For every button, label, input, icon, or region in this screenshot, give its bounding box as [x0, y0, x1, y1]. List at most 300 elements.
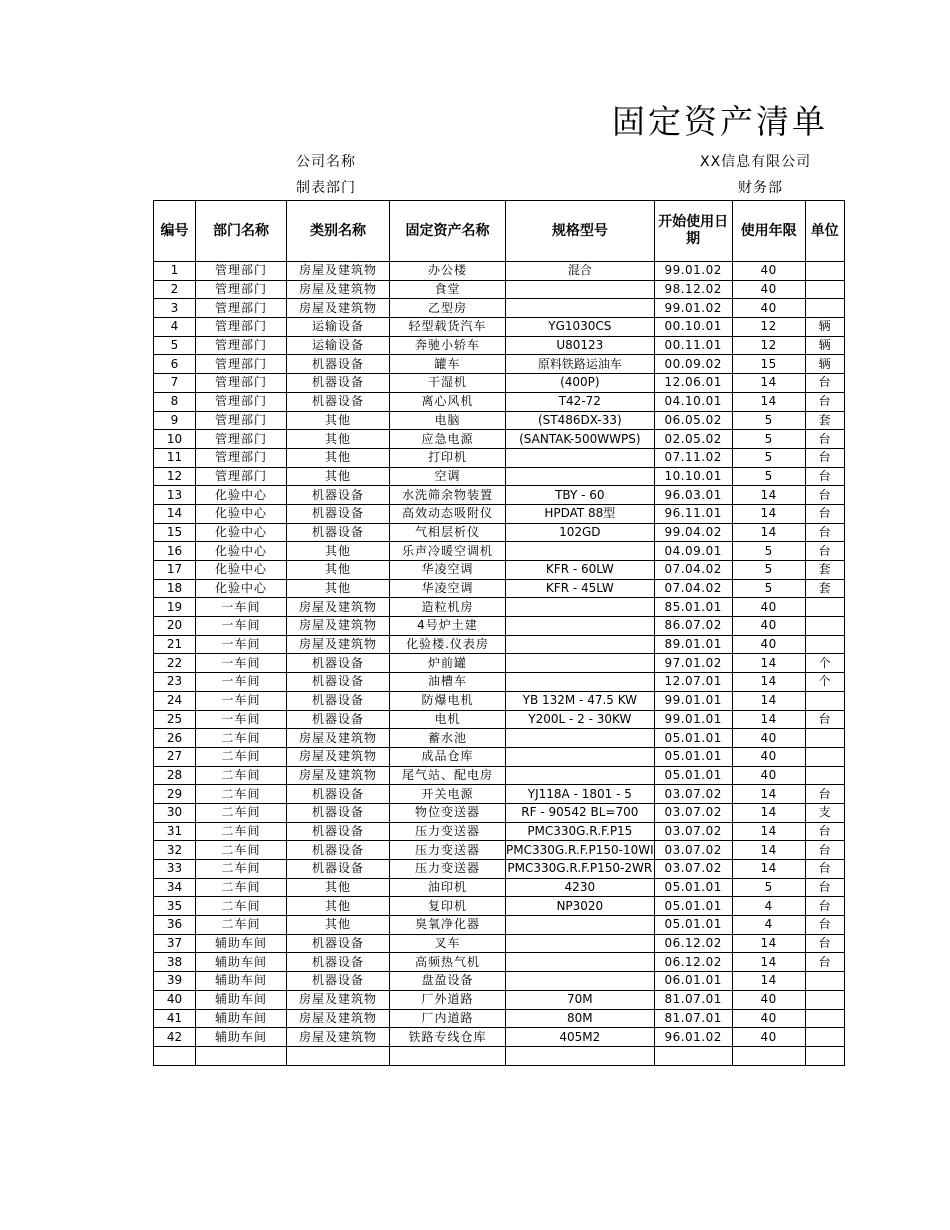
cell-department: 二车间 — [196, 785, 287, 804]
cell-asset-name: 空调 — [390, 467, 506, 486]
cell-spec-model: TBY - 60 — [506, 486, 655, 505]
cell-department: 二车间 — [196, 822, 287, 841]
cell-unit: 台 — [805, 878, 844, 897]
cell-unit — [805, 598, 844, 617]
cell-service-life: 5 — [732, 430, 805, 449]
cell-start-date: 99.01.02 — [654, 262, 732, 281]
cell-id: 10 — [154, 430, 196, 449]
table-row — [154, 299, 845, 318]
cell-asset-name: 叉车 — [390, 934, 506, 953]
cell-category: 机器设备 — [287, 972, 390, 991]
cell-category: 机器设备 — [287, 523, 390, 542]
table-row — [154, 822, 845, 841]
cell-spec-model — [506, 747, 655, 766]
cell-start-date: 00.10.01 — [654, 318, 732, 337]
cell-service-life: 14 — [732, 841, 805, 860]
cell-id: 15 — [154, 523, 196, 542]
cell-id: 19 — [154, 598, 196, 617]
cell-id: 13 — [154, 486, 196, 505]
cell-id: 28 — [154, 766, 196, 785]
table-row — [154, 990, 845, 1009]
cell-asset-name: 成品仓库 — [390, 747, 506, 766]
cell-start-date: 85.01.01 — [654, 598, 732, 617]
cell-spec-model: KFR - 45LW — [506, 579, 655, 598]
cell-unit: 套 — [805, 561, 844, 580]
cell-unit — [805, 990, 844, 1009]
cell-start-date: 05.01.01 — [654, 747, 732, 766]
cell-start-date: 97.01.02 — [654, 654, 732, 673]
table-row — [154, 318, 845, 337]
cell-start-date: 05.01.01 — [654, 878, 732, 897]
cell-spec-model: YJ118A - 1801 - 5 — [506, 785, 655, 804]
cell-service-life — [732, 1046, 805, 1065]
cell-spec-model: KFR - 60LW — [506, 561, 655, 580]
fixed-asset-table — [153, 200, 845, 1066]
cell-service-life: 12 — [732, 336, 805, 355]
cell-service-life: 5 — [732, 579, 805, 598]
cell-department: 辅助车间 — [196, 953, 287, 972]
cell-spec-model: (SANTAK-500WWPS) — [506, 430, 655, 449]
cell-asset-name: 4号炉土建 — [390, 617, 506, 636]
table-row — [154, 1046, 845, 1065]
cell-unit: 台 — [805, 504, 844, 523]
cell-spec-model: 原料铁路运油车 — [506, 355, 655, 374]
cell-category: 机器设备 — [287, 822, 390, 841]
cell-id: 16 — [154, 542, 196, 561]
table-row — [154, 336, 845, 355]
cell-unit — [805, 766, 844, 785]
cell-department: 二车间 — [196, 860, 287, 879]
cell-unit: 台 — [805, 523, 844, 542]
cell-unit: 辆 — [805, 318, 844, 337]
cell-department: 管理部门 — [196, 392, 287, 411]
cell-id: 42 — [154, 1028, 196, 1047]
cell-asset-name: 乙型房 — [390, 299, 506, 318]
table-row — [154, 934, 845, 953]
cell-service-life: 14 — [732, 822, 805, 841]
page-title: 固定资产清单 — [612, 102, 828, 141]
cell-start-date: 96.01.02 — [654, 1028, 732, 1047]
cell-department: 二车间 — [196, 747, 287, 766]
cell-spec-model — [506, 617, 655, 636]
cell-id: 25 — [154, 710, 196, 729]
cell-department: 一车间 — [196, 673, 287, 692]
cell-id: 6 — [154, 355, 196, 374]
cell-category: 机器设备 — [287, 504, 390, 523]
cell-spec-model: NP3020 — [506, 897, 655, 916]
cell-service-life: 40 — [732, 299, 805, 318]
cell-start-date: 07.04.02 — [654, 579, 732, 598]
table-row — [154, 374, 845, 393]
cell-start-date: 12.07.01 — [654, 673, 732, 692]
cell-asset-name: 轻型载货汽车 — [390, 318, 506, 337]
cell-asset-name: 高频热气机 — [390, 953, 506, 972]
cell-unit — [805, 747, 844, 766]
table-row — [154, 561, 845, 580]
cell-start-date: 12.06.01 — [654, 374, 732, 393]
cell-asset-name: 离心风机 — [390, 392, 506, 411]
cell-unit: 台 — [805, 542, 844, 561]
cell-category — [287, 1046, 390, 1065]
cell-spec-model: HPDAT 88型 — [506, 504, 655, 523]
table-row — [154, 1028, 845, 1047]
cell-unit: 台 — [805, 822, 844, 841]
cell-service-life: 14 — [732, 392, 805, 411]
cell-spec-model: YB 132M - 47.5 KW — [506, 691, 655, 710]
cell-id: 27 — [154, 747, 196, 766]
cell-service-life: 15 — [732, 355, 805, 374]
cell-service-life: 14 — [732, 654, 805, 673]
cell-asset-name: 臭氧净化器 — [390, 916, 506, 935]
cell-start-date: 03.07.02 — [654, 803, 732, 822]
table-row — [154, 262, 845, 281]
cell-asset-name: 乐声冷暖空调机 — [390, 542, 506, 561]
cell-category: 房屋及建筑物 — [287, 729, 390, 748]
cell-service-life: 14 — [732, 523, 805, 542]
cell-id: 37 — [154, 934, 196, 953]
cell-department: 二车间 — [196, 897, 287, 916]
cell-asset-name: 化验楼.仪表房 — [390, 635, 506, 654]
table-row — [154, 897, 845, 916]
cell-spec-model — [506, 542, 655, 561]
cell-category: 机器设备 — [287, 785, 390, 804]
cell-start-date: 96.03.01 — [654, 486, 732, 505]
cell-category: 房屋及建筑物 — [287, 299, 390, 318]
cell-department: 化验中心 — [196, 523, 287, 542]
table-row — [154, 785, 845, 804]
table-row — [154, 766, 845, 785]
cell-start-date: 89.01.01 — [654, 635, 732, 654]
table-row — [154, 747, 845, 766]
cell-unit: 台 — [805, 710, 844, 729]
cell-unit: 台 — [805, 785, 844, 804]
cell-id: 36 — [154, 916, 196, 935]
cell-spec-model — [506, 729, 655, 748]
cell-asset-name: 炉前罐 — [390, 654, 506, 673]
cell-start-date: 06.12.02 — [654, 953, 732, 972]
cell-asset-name: 食堂 — [390, 280, 506, 299]
table-row — [154, 467, 845, 486]
cell-id — [154, 1046, 196, 1065]
cell-unit: 台 — [805, 430, 844, 449]
cell-spec-model — [506, 635, 655, 654]
cell-service-life: 14 — [732, 374, 805, 393]
cell-asset-name: 油槽车 — [390, 673, 506, 692]
cell-unit: 台 — [805, 841, 844, 860]
cell-category: 房屋及建筑物 — [287, 766, 390, 785]
cell-spec-model: PMC330G.R.F.P15 — [506, 822, 655, 841]
cell-department: 管理部门 — [196, 318, 287, 337]
cell-unit: 辆 — [805, 355, 844, 374]
cell-id: 33 — [154, 860, 196, 879]
cell-category: 机器设备 — [287, 486, 390, 505]
table-row — [154, 803, 845, 822]
cell-department: 辅助车间 — [196, 1028, 287, 1047]
cell-id: 20 — [154, 617, 196, 636]
cell-start-date: 04.09.01 — [654, 542, 732, 561]
cell-department: 管理部门 — [196, 299, 287, 318]
cell-start-date: 07.11.02 — [654, 448, 732, 467]
cell-spec-model: 102GD — [506, 523, 655, 542]
cell-department: 一车间 — [196, 691, 287, 710]
cell-category: 其他 — [287, 430, 390, 449]
table-row — [154, 953, 845, 972]
cell-spec-model: 混合 — [506, 262, 655, 281]
cell-service-life: 14 — [732, 691, 805, 710]
cell-spec-model — [506, 916, 655, 935]
cell-category: 机器设备 — [287, 374, 390, 393]
cell-spec-model: 4230 — [506, 878, 655, 897]
cell-spec-model — [506, 654, 655, 673]
table-row — [154, 860, 845, 879]
cell-asset-name: 开关电源 — [390, 785, 506, 804]
cell-category: 机器设备 — [287, 654, 390, 673]
cell-spec-model — [506, 598, 655, 617]
cell-service-life: 40 — [732, 635, 805, 654]
prepared-by-dept-value: 财务部 — [738, 180, 783, 196]
cell-category: 房屋及建筑物 — [287, 1028, 390, 1047]
cell-start-date: 00.09.02 — [654, 355, 732, 374]
cell-asset-name: 高效动态吸附仪 — [390, 504, 506, 523]
company-name-value: XX信息有限公司 — [700, 154, 812, 170]
cell-category: 运输设备 — [287, 318, 390, 337]
cell-start-date: 06.05.02 — [654, 411, 732, 430]
cell-department: 管理部门 — [196, 467, 287, 486]
cell-category: 其他 — [287, 579, 390, 598]
cell-service-life: 40 — [732, 280, 805, 299]
cell-spec-model: 70M — [506, 990, 655, 1009]
cell-department: 一车间 — [196, 617, 287, 636]
cell-department: 二车间 — [196, 916, 287, 935]
cell-asset-name: 电机 — [390, 710, 506, 729]
cell-category: 其他 — [287, 878, 390, 897]
cell-service-life: 5 — [732, 467, 805, 486]
cell-asset-name: 打印机 — [390, 448, 506, 467]
cell-service-life: 40 — [732, 617, 805, 636]
cell-id: 8 — [154, 392, 196, 411]
cell-service-life: 40 — [732, 729, 805, 748]
cell-spec-model: 405M2 — [506, 1028, 655, 1047]
header-spec-model: 规格型号 — [506, 201, 655, 262]
cell-start-date: 10.10.01 — [654, 467, 732, 486]
cell-spec-model: Y200L - 2 - 30KW — [506, 710, 655, 729]
cell-start-date: 04.10.01 — [654, 392, 732, 411]
cell-asset-name: 物位变送器 — [390, 803, 506, 822]
cell-start-date: 99.01.02 — [654, 299, 732, 318]
cell-spec-model — [506, 1046, 655, 1065]
table-row — [154, 355, 845, 374]
cell-unit: 台 — [805, 486, 844, 505]
cell-id: 23 — [154, 673, 196, 692]
cell-asset-name: 铁路专线仓库 — [390, 1028, 506, 1047]
cell-department: 二车间 — [196, 878, 287, 897]
cell-asset-name: 压力变送器 — [390, 822, 506, 841]
table-row — [154, 729, 845, 748]
cell-asset-name: 厂外道路 — [390, 990, 506, 1009]
cell-category: 房屋及建筑物 — [287, 990, 390, 1009]
cell-id: 39 — [154, 972, 196, 991]
cell-id: 1 — [154, 262, 196, 281]
cell-unit: 台 — [805, 934, 844, 953]
cell-category: 其他 — [287, 467, 390, 486]
cell-id: 7 — [154, 374, 196, 393]
cell-unit — [805, 691, 844, 710]
cell-start-date: 99.01.01 — [654, 710, 732, 729]
cell-spec-model: (400P) — [506, 374, 655, 393]
cell-unit: 套 — [805, 411, 844, 430]
cell-category: 机器设备 — [287, 934, 390, 953]
cell-unit: 个 — [805, 673, 844, 692]
cell-id: 3 — [154, 299, 196, 318]
cell-department: 化验中心 — [196, 486, 287, 505]
cell-start-date: 03.07.02 — [654, 785, 732, 804]
cell-department: 二车间 — [196, 766, 287, 785]
table-header-row — [154, 201, 845, 262]
cell-category: 房屋及建筑物 — [287, 280, 390, 299]
cell-service-life: 40 — [732, 262, 805, 281]
cell-asset-name: 油印机 — [390, 878, 506, 897]
cell-id: 26 — [154, 729, 196, 748]
cell-category: 机器设备 — [287, 691, 390, 710]
cell-spec-model — [506, 766, 655, 785]
cell-asset-name: 办公楼 — [390, 262, 506, 281]
cell-spec-model — [506, 673, 655, 692]
cell-asset-name: 厂内道路 — [390, 1009, 506, 1028]
cell-asset-name: 电脑 — [390, 411, 506, 430]
cell-id: 35 — [154, 897, 196, 916]
cell-id: 32 — [154, 841, 196, 860]
cell-department: 管理部门 — [196, 280, 287, 299]
cell-asset-name: 水洗筛余物装置 — [390, 486, 506, 505]
table-row — [154, 654, 845, 673]
table-row — [154, 486, 845, 505]
cell-unit: 台 — [805, 953, 844, 972]
header-category: 类别名称 — [287, 201, 390, 262]
cell-service-life: 5 — [732, 411, 805, 430]
cell-category: 房屋及建筑物 — [287, 598, 390, 617]
cell-unit: 支 — [805, 803, 844, 822]
cell-spec-model: PMC330G.R.F.P150-2WR — [506, 860, 655, 879]
cell-id: 5 — [154, 336, 196, 355]
cell-unit: 个 — [805, 654, 844, 673]
cell-service-life: 40 — [732, 1028, 805, 1047]
cell-asset-name: 华凌空调 — [390, 579, 506, 598]
cell-unit — [805, 617, 844, 636]
cell-asset-name: 气相层析仪 — [390, 523, 506, 542]
cell-department: 一车间 — [196, 710, 287, 729]
table-body — [154, 262, 845, 1066]
cell-unit: 台 — [805, 392, 844, 411]
table-row — [154, 523, 845, 542]
cell-category: 机器设备 — [287, 860, 390, 879]
cell-department: 辅助车间 — [196, 934, 287, 953]
table-row — [154, 916, 845, 935]
cell-department: 一车间 — [196, 598, 287, 617]
cell-service-life: 4 — [732, 916, 805, 935]
cell-id: 22 — [154, 654, 196, 673]
cell-asset-name: 造粒机房 — [390, 598, 506, 617]
table-row — [154, 598, 845, 617]
cell-category: 运输设备 — [287, 336, 390, 355]
cell-department: 二车间 — [196, 729, 287, 748]
cell-category: 机器设备 — [287, 710, 390, 729]
cell-start-date: 05.01.01 — [654, 766, 732, 785]
header-department: 部门名称 — [196, 201, 287, 262]
cell-spec-model: U80123 — [506, 336, 655, 355]
cell-asset-name: 防爆电机 — [390, 691, 506, 710]
cell-start-date: 81.07.01 — [654, 1009, 732, 1028]
cell-asset-name: 压力变送器 — [390, 860, 506, 879]
cell-asset-name: 复印机 — [390, 897, 506, 916]
cell-spec-model: PMC330G.R.F.P150-10WI — [506, 841, 655, 860]
header-id: 编号 — [154, 201, 196, 262]
cell-id: 14 — [154, 504, 196, 523]
header-asset-name: 固定资产名称 — [390, 201, 506, 262]
cell-service-life: 14 — [732, 803, 805, 822]
cell-start-date: 07.04.02 — [654, 561, 732, 580]
cell-start-date: 03.07.02 — [654, 860, 732, 879]
cell-id: 31 — [154, 822, 196, 841]
cell-id: 24 — [154, 691, 196, 710]
cell-id: 21 — [154, 635, 196, 654]
table-row — [154, 635, 845, 654]
cell-department: 辅助车间 — [196, 990, 287, 1009]
cell-spec-model — [506, 467, 655, 486]
table-row — [154, 448, 845, 467]
cell-department: 化验中心 — [196, 504, 287, 523]
cell-start-date — [654, 1046, 732, 1065]
prepared-by-dept-label: 制表部门 — [296, 180, 356, 196]
cell-unit — [805, 280, 844, 299]
cell-service-life: 14 — [732, 860, 805, 879]
cell-service-life: 14 — [732, 673, 805, 692]
cell-category: 机器设备 — [287, 392, 390, 411]
cell-id: 38 — [154, 953, 196, 972]
cell-department: 化验中心 — [196, 579, 287, 598]
cell-department: 管理部门 — [196, 411, 287, 430]
cell-id: 34 — [154, 878, 196, 897]
cell-id: 2 — [154, 280, 196, 299]
cell-start-date: 99.01.01 — [654, 691, 732, 710]
cell-start-date: 03.07.02 — [654, 841, 732, 860]
cell-start-date: 00.11.01 — [654, 336, 732, 355]
cell-asset-name: 压力变送器 — [390, 841, 506, 860]
table-row — [154, 411, 845, 430]
cell-category: 房屋及建筑物 — [287, 747, 390, 766]
cell-asset-name: 奔驰小轿车 — [390, 336, 506, 355]
cell-service-life: 5 — [732, 878, 805, 897]
cell-spec-model — [506, 299, 655, 318]
cell-category: 机器设备 — [287, 953, 390, 972]
cell-department: 二车间 — [196, 841, 287, 860]
cell-category: 房屋及建筑物 — [287, 617, 390, 636]
cell-service-life: 40 — [732, 1009, 805, 1028]
cell-category: 其他 — [287, 542, 390, 561]
cell-unit — [805, 729, 844, 748]
table-row — [154, 972, 845, 991]
cell-unit — [805, 1046, 844, 1065]
cell-id: 40 — [154, 990, 196, 1009]
cell-department: 辅助车间 — [196, 972, 287, 991]
cell-unit — [805, 262, 844, 281]
cell-id: 30 — [154, 803, 196, 822]
cell-start-date: 05.01.01 — [654, 897, 732, 916]
cell-service-life: 14 — [732, 710, 805, 729]
table-row — [154, 617, 845, 636]
cell-category: 其他 — [287, 411, 390, 430]
cell-service-life: 4 — [732, 897, 805, 916]
cell-asset-name — [390, 1046, 506, 1065]
